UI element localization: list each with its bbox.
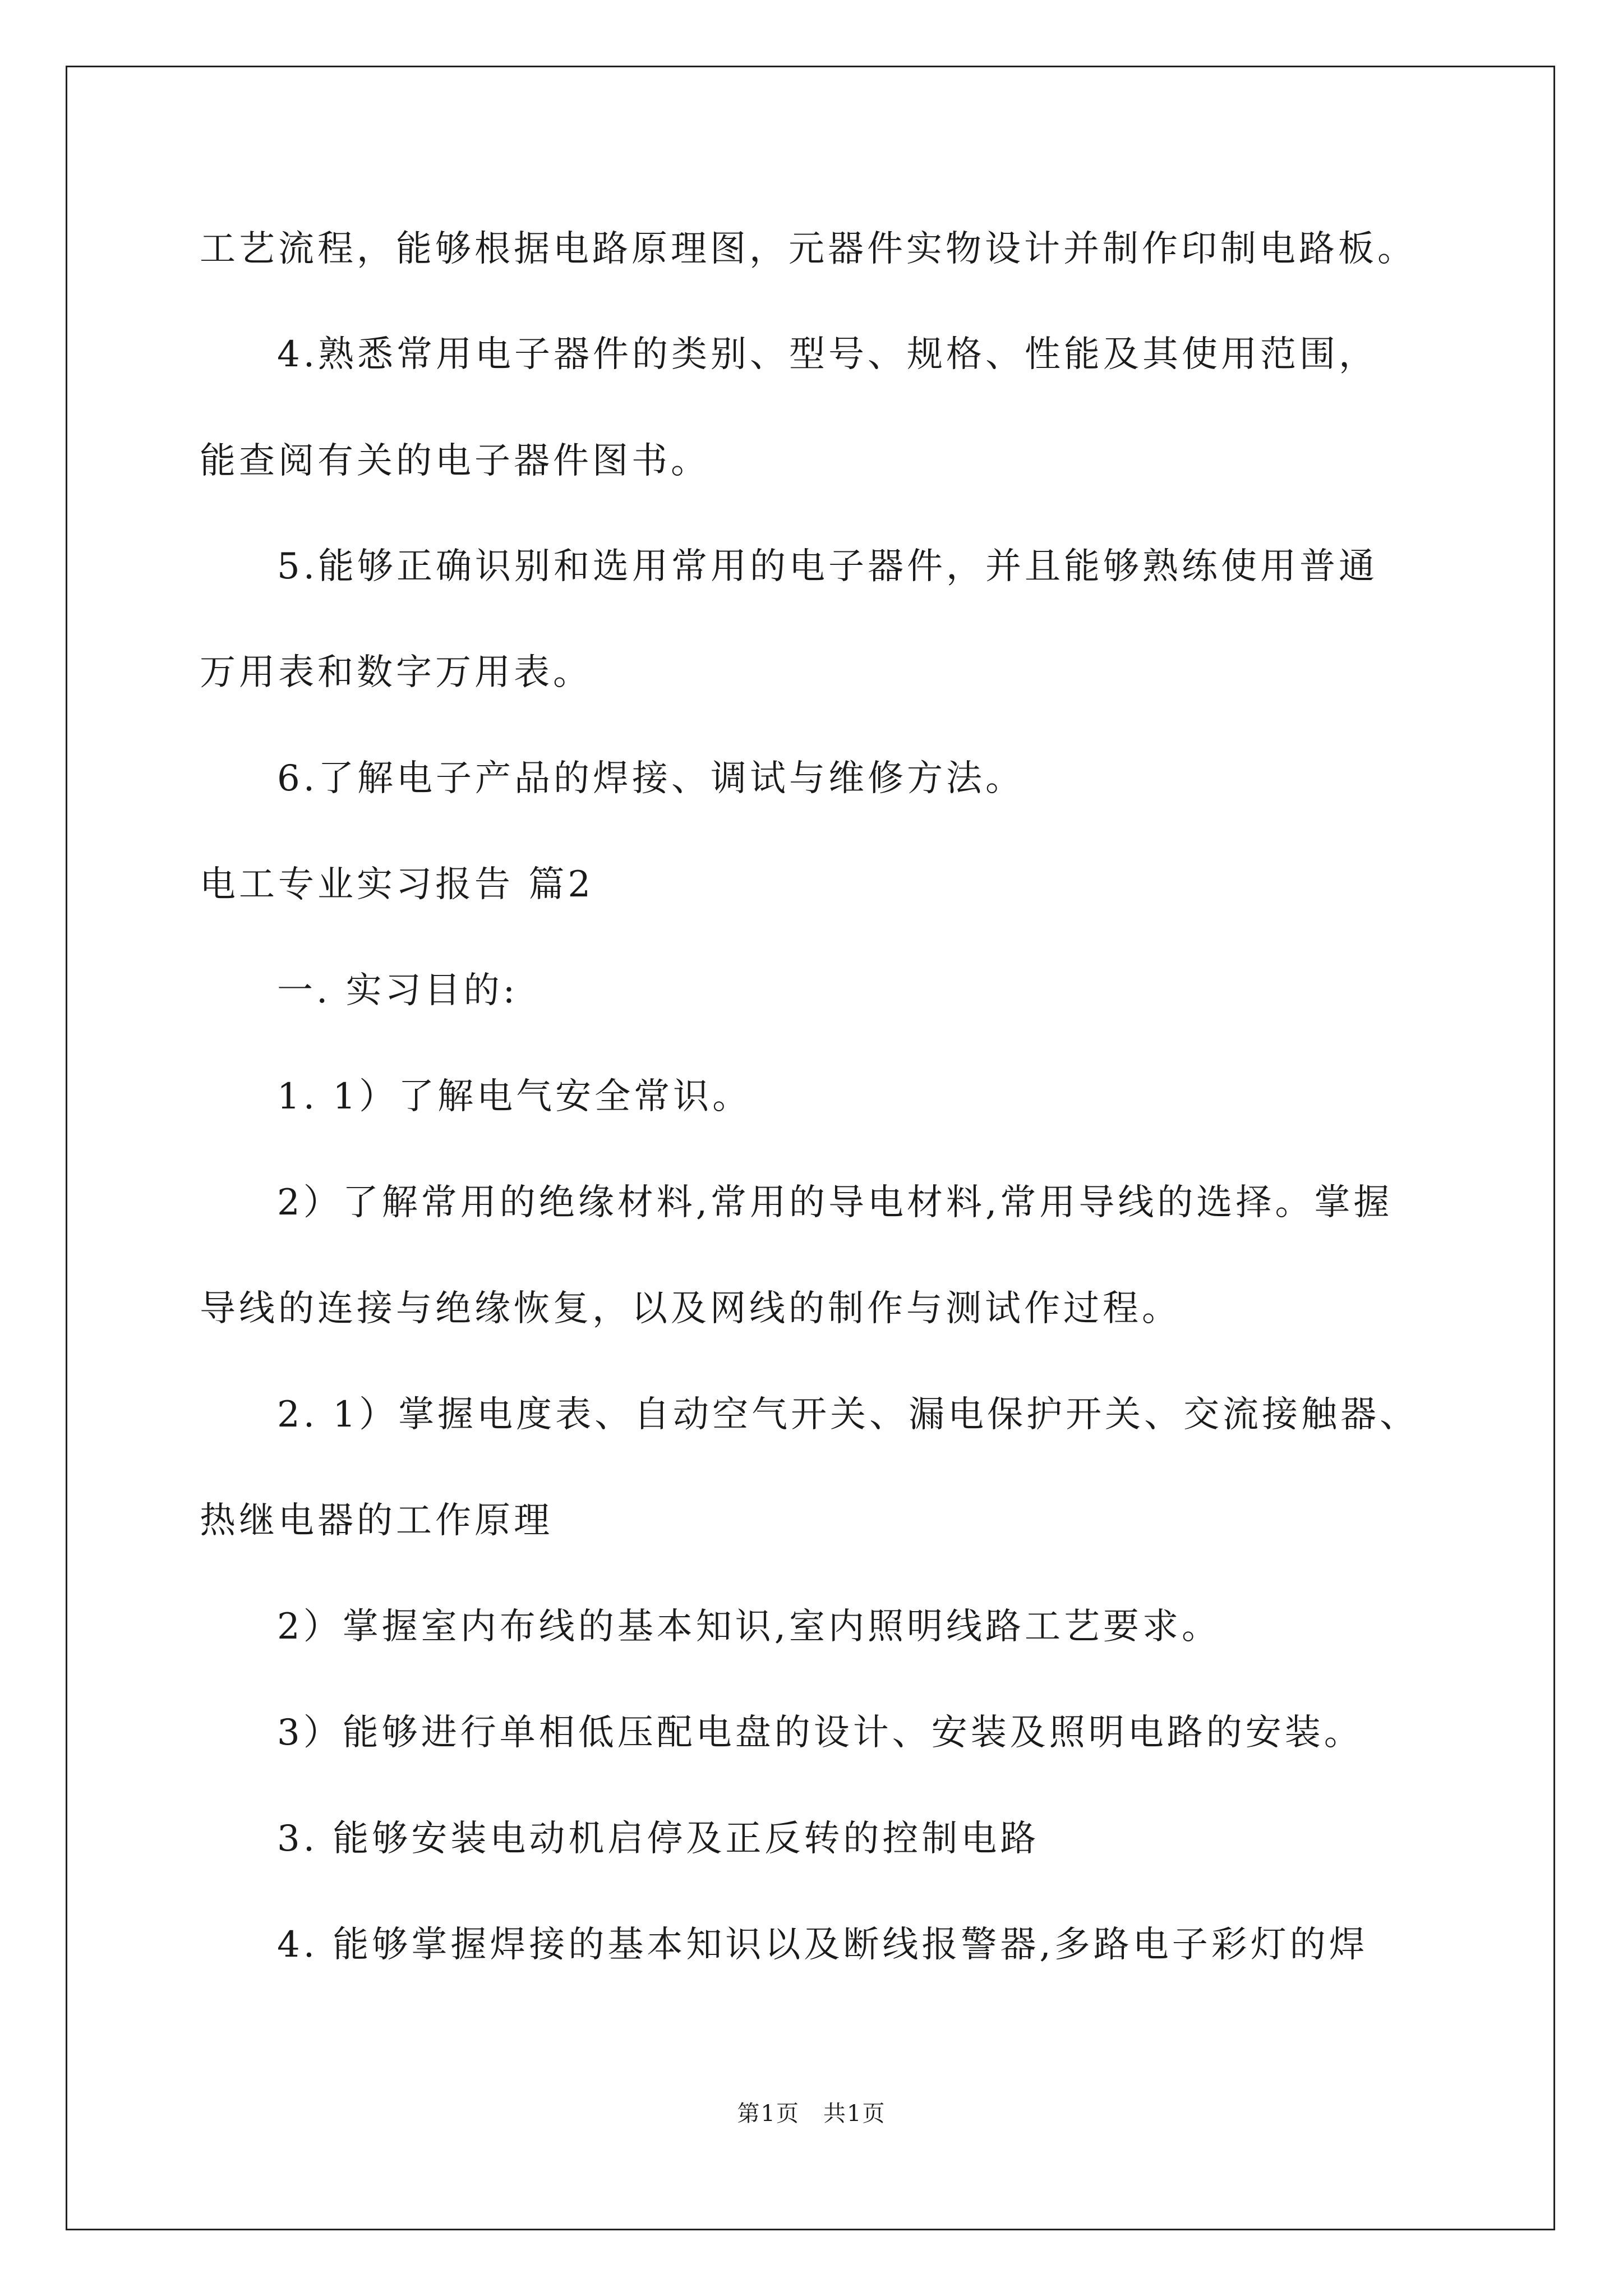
text-line: 2）掌握室内布线的基本知识,室内照明线路工艺要求。 — [277, 1606, 1221, 1648]
document-body — [200, 0, 1433, 2076]
text-line: 导线的连接与绝缘恢复，以及网线的制作与测试作过程。 — [200, 1288, 1181, 1329]
text-line: 一. 实习目的: — [277, 970, 519, 1011]
text-line: 工艺流程，能够根据电路原理图，元器件实物设计并制作印制电路板。 — [200, 228, 1417, 270]
text-line: 热继电器的工作原理 — [200, 1500, 553, 1542]
text-line: 3）能够进行单相低压配电盘的设计、安装及照明电路的安装。 — [277, 1712, 1363, 1754]
text-line: 2）了解常用的绝缘材料,常用的导电材料,常用导线的选择。掌握 — [277, 1182, 1393, 1223]
section-heading: 电工专业实习报告 篇2 — [200, 864, 594, 905]
text-line: 2. 1）掌握电度表、自动空气开关、漏电保护开关、交流接触器、 — [277, 1394, 1419, 1435]
text-line: 能查阅有关的电子器件图书。 — [200, 440, 710, 482]
text-line: 4. 能够掌握焊接的基本知识以及断线报警器,多路电子彩灯的焊 — [277, 1924, 1368, 1966]
text-line: 万用表和数字万用表。 — [200, 652, 592, 693]
page-footer: 第1页 共1页 — [737, 2101, 886, 2127]
text-line: 4.熟悉常用电子器件的类别、型号、规格、性能及其使用范围， — [277, 334, 1378, 375]
text-line: 3. 能够安装电动机启停及正反转的控制电路 — [277, 1818, 1040, 1860]
text-line: 1. 1）了解电气安全常识。 — [277, 1076, 752, 1117]
text-line: 5.能够正确识别和选用常用的电子器件，并且能够熟练使用普通 — [277, 546, 1378, 587]
text-line: 6.了解电子产品的焊接、调试与维修方法。 — [277, 758, 1025, 799]
